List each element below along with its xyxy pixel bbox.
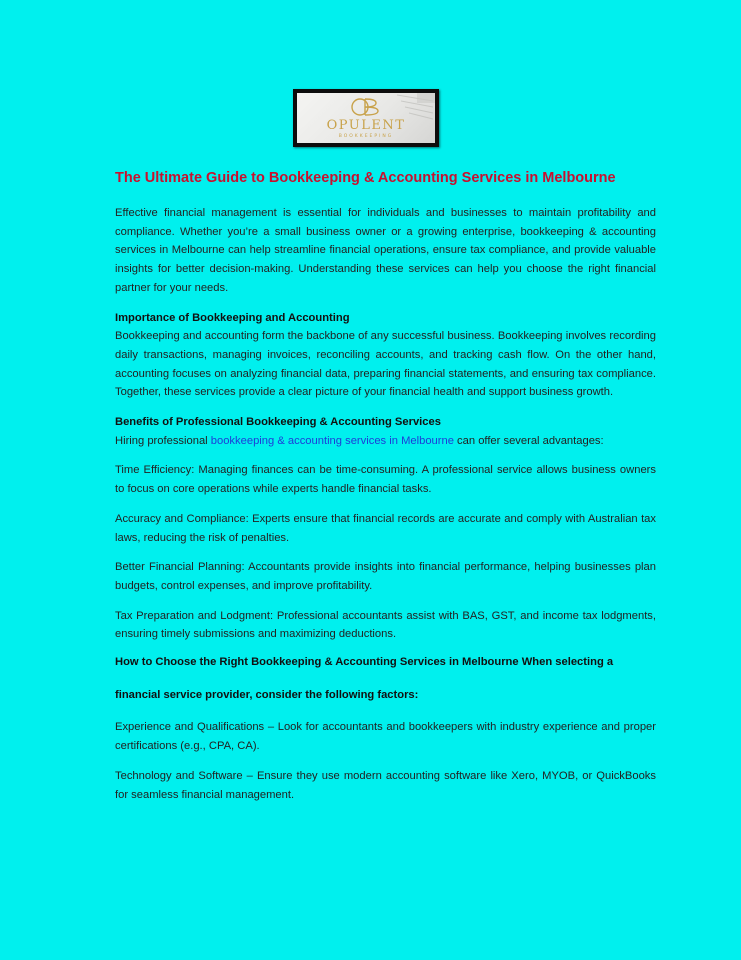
benefits-lead-after: can offer several advantages: <box>453 434 604 447</box>
importance-heading: Importance of Bookkeeping and Accounting <box>115 311 350 324</box>
factor-item: Technology and Software – Ensure they use modern accounting software like Xero, MYOB, or QuickBooks for seamless financial management. <box>115 769 656 801</box>
benefits-lead <box>115 432 656 451</box>
choose-heading-line2: financial service provider, consider the following factors: <box>115 688 419 701</box>
benefit-item: Tax Preparation and Lodgment: Professional accountants assist with BAS, GST, and income tax lodgments, ensuring timely submissions and maximizing deductions. <box>115 609 656 641</box>
logo-inner <box>297 93 435 143</box>
logo-image <box>293 89 439 147</box>
choose-heading-line1: How to Choose the Right Bookkeeping & Accounting Services in Melbourne When selecting a <box>115 656 614 669</box>
logo-brand-text: OPULENT <box>326 118 406 133</box>
factor-item: Experience and Qualifications – Look for accountants and bookkeepers with industry experience and proper certifications (e.g., CPA, CA). <box>115 721 656 753</box>
page-title: The Ultimate Guide to Bookkeeping & Accounting Services in Melbourne <box>115 170 616 186</box>
services-melbourne-link[interactable]: bookkeeping & accounting services in Melbourne <box>210 434 454 447</box>
benefits-lead-before: Hiring professional <box>115 434 211 447</box>
benefits-heading: Benefits of Professional Bookkeeping & Accounting Services <box>115 416 441 429</box>
article-body <box>115 170 656 804</box>
intro-paragraph: Effective financial management is essential for individuals and businesses to maintain profitability and compliance. Whether you’re a small business owner or a growing enterprise, bookkeeping & accounting services in Melbourne can help streamline financial operations, ensure tax compliance, and provide valuable insights for better decision-making. Understanding these services can help you choose the right financial partner for your needs. <box>115 207 656 294</box>
benefit-item: Accuracy and Compliance: Experts ensure that financial records are accurate and comply with Australian tax laws, reducing the risk of penalties. <box>115 512 656 544</box>
benefit-item: Time Efficiency: Managing finances can be time-consuming. A professional service allows business owners to focus on core operations while experts handle financial tasks. <box>115 464 656 496</box>
importance-paragraph: Bookkeeping and accounting form the backbone of any successful business. Bookkeeping involves recording daily transactions, managing invoices, reconciling accounts, and tracking cash flow. On the other hand, accounting focuses on analyzing financial data, preparing financial statements, and ensuring tax compliance. Together, these services provide a clear picture of your financial health and support business growth. <box>115 330 656 399</box>
benefit-item: Better Financial Planning: Accountants provide insights into financial performance, helping businesses plan budgets, control expenses, and improve profitability. <box>115 561 656 592</box>
logo-tagline-text: BOOKKEEPING <box>338 134 394 139</box>
